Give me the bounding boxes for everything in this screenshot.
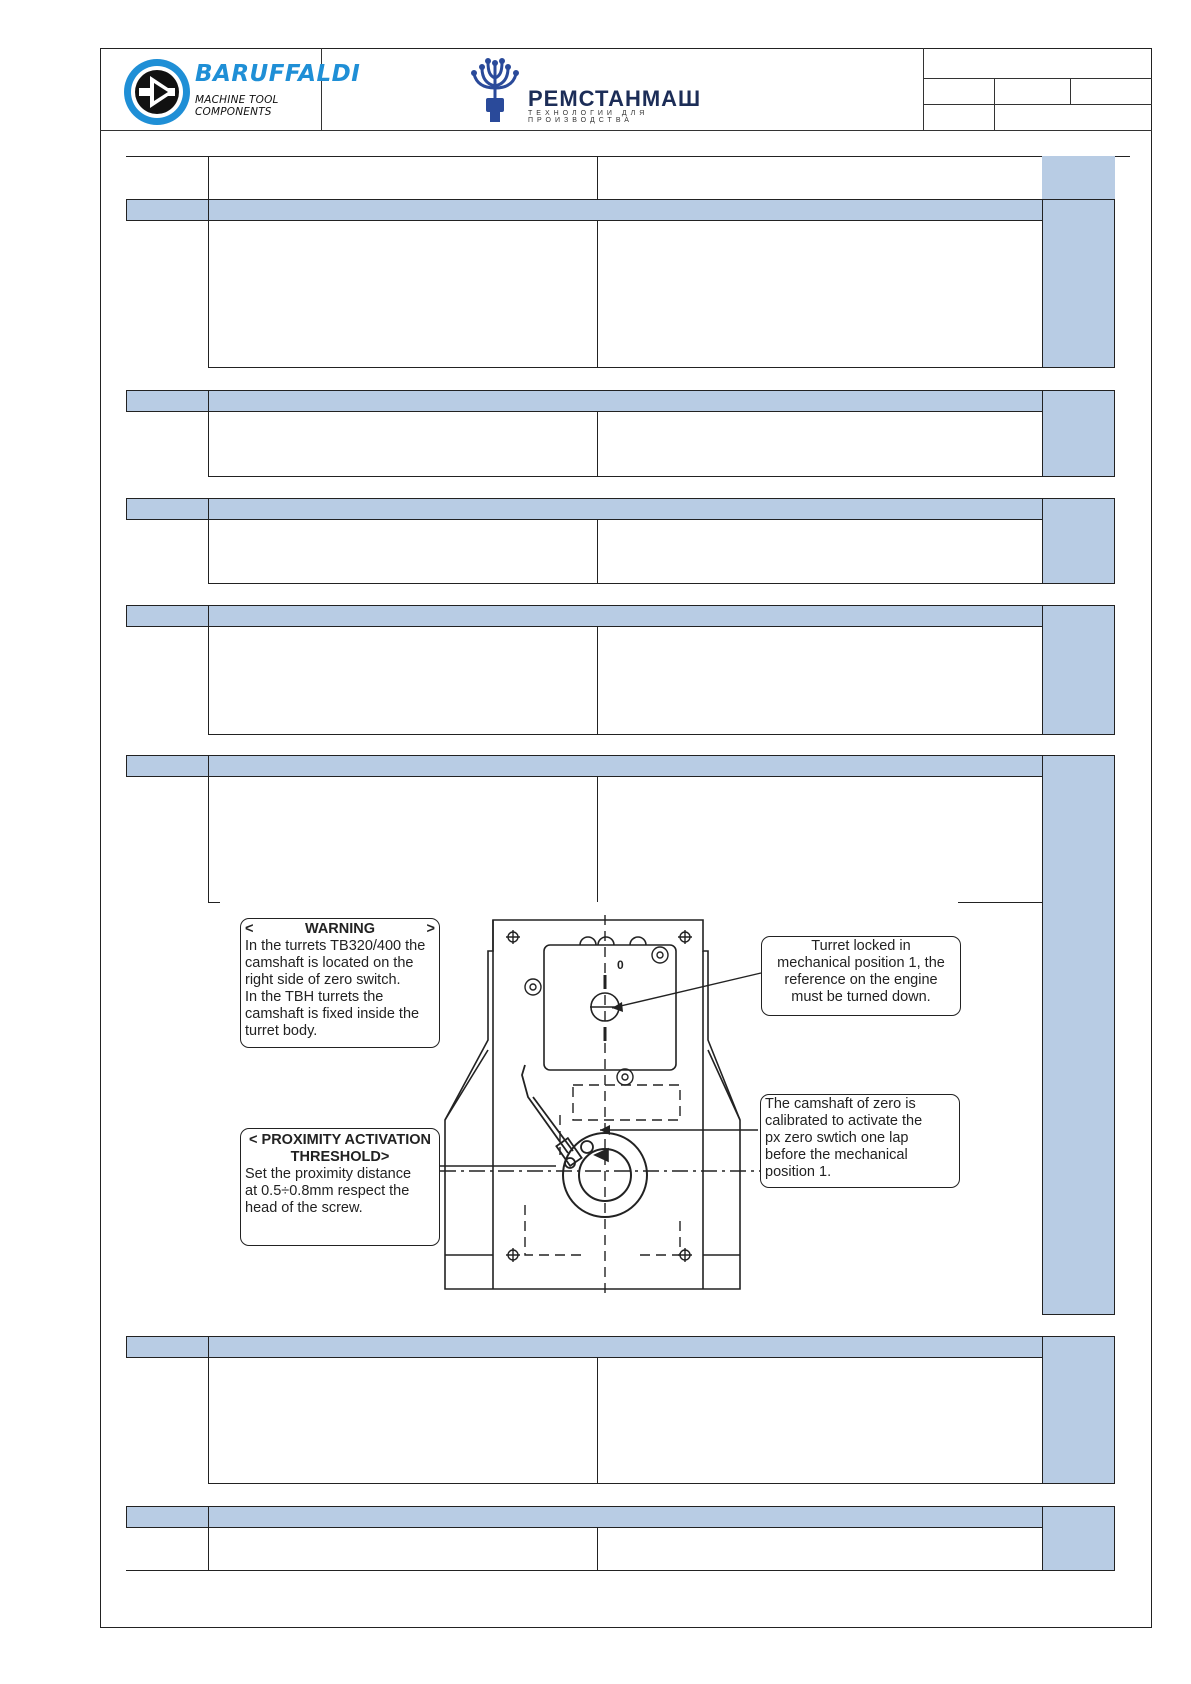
proximity-callout [240, 1128, 440, 1246]
warning-line: turret body. [245, 1023, 318, 1039]
proximity-line: at 0.5÷0.8mm respect the [245, 1183, 410, 1199]
proximity-title-2: THRESHOLD> [290, 1149, 390, 1165]
turret-locked-line: must be turned down. [791, 989, 931, 1005]
proximity-line: head of the screw. [245, 1200, 363, 1216]
warning-line: In the TBH turrets the [245, 989, 384, 1005]
warning-line: right side of zero switch. [245, 972, 401, 988]
proximity-title-1: < PROXIMITY ACTIVATION [249, 1132, 431, 1148]
proximity-line: Set the proximity distance [245, 1166, 412, 1182]
turret-locked-line: Turret locked in [811, 938, 911, 954]
camshaft-line: position 1. [765, 1164, 832, 1180]
warning-callout [240, 918, 440, 1048]
warning-line: camshaft is located on the [245, 955, 414, 971]
remstanmash-tagline: ТЕХНОЛОГИИ ДЛЯ ПРОИЗВОДСТВА [528, 110, 649, 124]
warning-left-mark: < [245, 921, 254, 937]
camshaft-line: before the mechanical [765, 1147, 908, 1163]
baruffaldi-name: BARUFFALDI [195, 61, 361, 87]
dial-label: 0 [617, 958, 624, 972]
baruffaldi-tagline: MACHINE TOOL COMPONENTS [195, 94, 279, 118]
warning-right-mark: > [426, 921, 435, 937]
turret-locked-line: reference on the engine [784, 972, 938, 988]
camshaft-callout [760, 1094, 960, 1188]
remstanmash-name: РЕМСТАНМАШ [528, 86, 702, 111]
camshaft-line: px zero swtich one lap [765, 1130, 909, 1146]
warning-title: WARNING [304, 921, 376, 937]
camshaft-line: The camshaft of zero is [765, 1096, 916, 1112]
warning-line: In the turrets TB320/400 the [245, 938, 426, 954]
warning-line: camshaft is fixed inside the [245, 1006, 420, 1022]
camshaft-line: calibrated to activate the [765, 1113, 923, 1129]
turret-locked-line: mechanical position 1, the [777, 955, 945, 971]
turret-locked-callout [761, 936, 961, 1016]
